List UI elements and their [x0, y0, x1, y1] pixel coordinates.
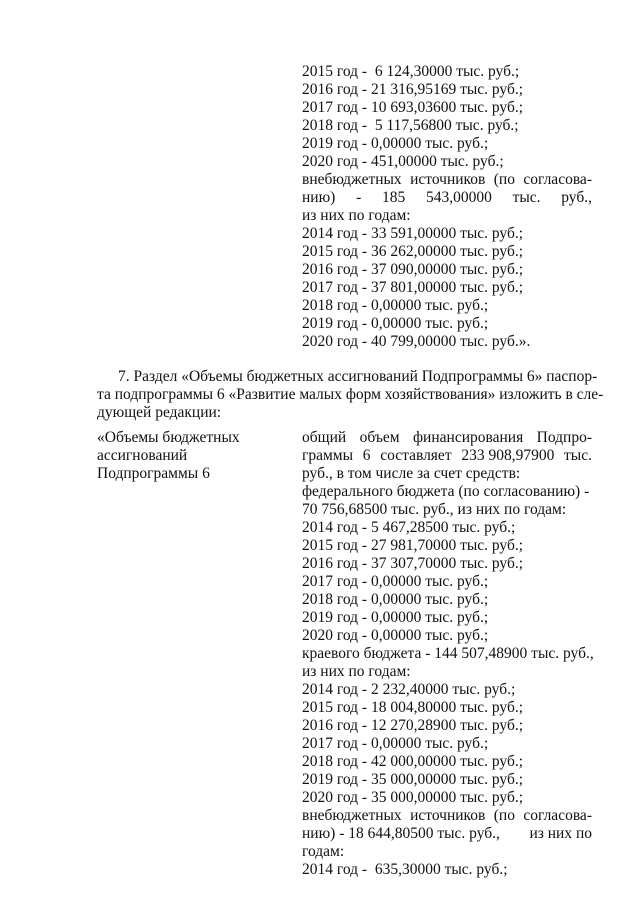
cell-label-line: Подпрограммы 6 — [97, 465, 210, 482]
offbudget-amount-line: нию) - 18 644,80500 тыс. руб., из них по — [302, 825, 592, 842]
year-line: 2015 год - 36 262,00000 тыс. руб.; — [302, 243, 524, 260]
regional-line: из них по годам: — [302, 663, 411, 680]
year-line: 2016 год - 21 316,95169 тыс. руб.; — [302, 81, 524, 98]
regional-line: краевого бюджета - 144 507,48900 тыс. руб., — [302, 645, 594, 662]
paragraph-line: 7. Раздел «Объемы бюджетных ассигнований Подпрограммы 6» паспор- — [118, 368, 598, 385]
federal-line: федерального бюджета (по согласованию) - — [302, 483, 590, 500]
total-line: руб., в том числе за счет средств: — [302, 465, 521, 482]
by-years-label: из них по годам: — [302, 207, 411, 224]
year-line: 2018 год - 5 117,56800 тыс. руб.; — [302, 117, 519, 134]
cell-label-line: «Объемы бюджетных — [97, 429, 240, 446]
regional-year-line: 2016 год - 12 270,28900 тыс. руб.; — [302, 717, 524, 734]
year-line: 2017 год - 10 693,03600 тыс. руб.; — [302, 99, 524, 116]
offbudget-line: внебюджетных источников (по согласова- — [302, 171, 592, 188]
year-line: 2017 год - 37 801,00000 тыс. руб.; — [302, 279, 524, 296]
regional-year-line: 2019 год - 35 000,00000 тыс. руб.; — [302, 771, 524, 788]
year-line: 2019 год - 0,00000 тыс. руб.; — [302, 315, 489, 332]
offbudget-line: внебюджетных источников (по согласова- — [302, 807, 592, 824]
total-line: граммы 6 составляет 233 908,97900 тыс. — [302, 447, 592, 464]
paragraph-line: дующей редакции: — [97, 404, 222, 421]
offbudget-years-label: годам: — [302, 843, 345, 860]
regional-year-line: 2020 год - 35 000,00000 тыс. руб.; — [302, 789, 524, 806]
year-line: 2014 год - 33 591,00000 тыс. руб.; — [302, 225, 524, 242]
regional-year-line: 2015 год - 18 004,80000 тыс. руб.; — [302, 699, 524, 716]
year-line: 2020 год - 451,00000 тыс. руб.; — [302, 153, 504, 170]
federal-year-line: 2019 год - 0,00000 тыс. руб.; — [302, 609, 489, 626]
year-line: 2018 год - 0,00000 тыс. руб.; — [302, 297, 489, 314]
offbudget-year-line: 2014 год - 635,30000 тыс. руб.; — [302, 861, 508, 878]
year-line: 2015 год - 6 124,30000 тыс. руб.; — [302, 63, 520, 80]
regional-year-line: 2018 год - 42 000,00000 тыс. руб.; — [302, 753, 524, 770]
federal-year-line: 2020 год - 0,00000 тыс. руб.; — [302, 627, 489, 644]
offbudget-amount-line: нию) - 185 543,00000 тыс. руб., — [302, 189, 592, 206]
cell-label-line: ассигнований — [97, 447, 188, 464]
total-line: общий объем финансирования Подпро- — [302, 429, 592, 446]
paragraph-line: та подпрограммы 6 «Развитие малых форм хозяйствования» изложить в сле- — [97, 386, 604, 403]
federal-line: 70 756,68500 тыс. руб., из них по годам: — [302, 501, 567, 518]
regional-year-line: 2017 год - 0,00000 тыс. руб.; — [302, 735, 489, 752]
federal-year-line: 2017 год - 0,00000 тыс. руб.; — [302, 573, 489, 590]
regional-year-line: 2014 год - 2 232,40000 тыс. руб.; — [302, 681, 516, 698]
federal-year-line: 2018 год - 0,00000 тыс. руб.; — [302, 591, 489, 608]
year-line: 2020 год - 40 799,00000 тыс. руб.». — [302, 333, 531, 350]
year-line: 2019 год - 0,00000 тыс. руб.; — [302, 135, 489, 152]
federal-year-line: 2015 год - 27 981,70000 тыс. руб.; — [302, 537, 524, 554]
federal-year-line: 2016 год - 37 307,70000 тыс. руб.; — [302, 555, 524, 572]
federal-year-line: 2014 год - 5 467,28500 тыс. руб.; — [302, 519, 516, 536]
year-line: 2016 год - 37 090,00000 тыс. руб.; — [302, 261, 524, 278]
